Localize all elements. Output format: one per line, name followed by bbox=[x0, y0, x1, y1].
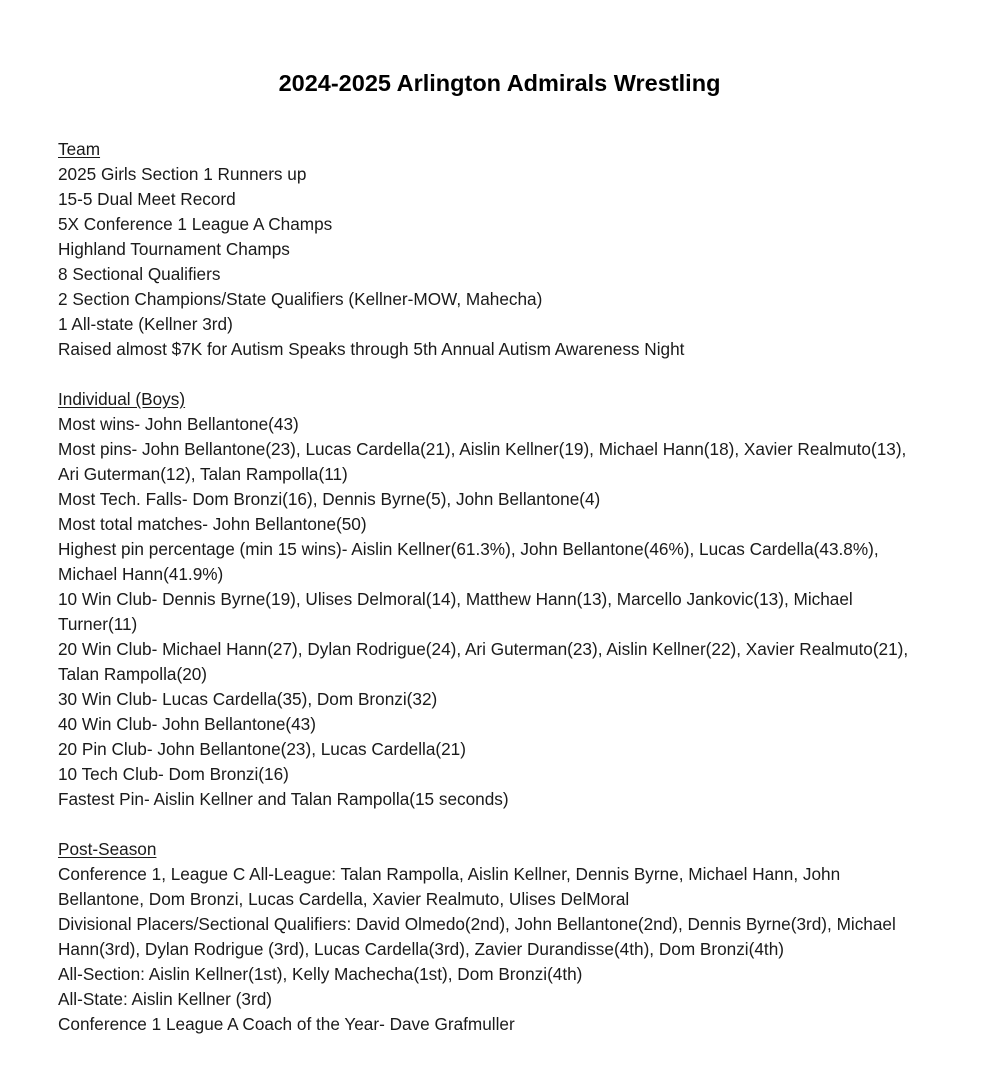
individual-line: 20 Pin Club- John Bellantone(23), Lucas Cardella(21) bbox=[58, 739, 466, 759]
post-season-section bbox=[58, 837, 928, 1037]
individual-line: Most Tech. Falls- Dom Bronzi(16), Dennis Byrne(5), John Bellantone(4) bbox=[58, 489, 601, 509]
team-line: 8 Sectional Qualifiers bbox=[58, 264, 221, 284]
individual-line: Most total matches- John Bellantone(50) bbox=[58, 514, 367, 534]
post-season-line: Conference 1 League A Coach of the Year- Dave Grafmuller bbox=[58, 1014, 515, 1034]
post-season-heading: Post-Season bbox=[58, 839, 157, 859]
team-line: 5X Conference 1 League A Champs bbox=[58, 214, 333, 234]
post-season-line: Divisional Placers/Sectional Qualifiers: David Olmedo(2nd), John Bellantone(2nd), Dennis Byrne(3rd), Michael Hann(3rd), Dylan Rodrigue (3rd), Lucas Cardella(3rd), Zavier Durandisse(4th), Dom Bronzi(4th) bbox=[58, 914, 896, 959]
post-season-line: All-State: Aislin Kellner (3rd) bbox=[58, 989, 272, 1009]
individual-line: Fastest Pin- Aislin Kellner and Talan Rampolla(15 seconds) bbox=[58, 789, 509, 809]
post-season-line: All-Section: Aislin Kellner(1st), Kelly Machecha(1st), Dom Bronzi(4th) bbox=[58, 964, 583, 984]
individual-line: 10 Win Club- Dennis Byrne(19), Ulises Delmoral(14), Matthew Hann(13), Marcello Jankovic(13), Michael Turner(11) bbox=[58, 589, 853, 634]
team-line: 2025 Girls Section 1 Runners up bbox=[58, 164, 307, 184]
team-line: Raised almost $7K for Autism Speaks through 5th Annual Autism Awareness Night bbox=[58, 339, 685, 359]
post-season-line: Conference 1, League C All-League: Talan Rampolla, Aislin Kellner, Dennis Byrne, Michael Hann, John Bellantone, Dom Bronzi, Lucas Cardella, Xavier Realmuto, Ulises DelMoral bbox=[58, 864, 841, 909]
individual-line: 20 Win Club- Michael Hann(27), Dylan Rodrigue(24), Ari Guterman(23), Aislin Kellner(22), Xavier Realmuto(21), Talan Rampolla(20) bbox=[58, 639, 909, 684]
team-line: 15-5 Dual Meet Record bbox=[58, 189, 236, 209]
team-heading: Team bbox=[58, 139, 101, 159]
individual-line: Highest pin percentage (min 15 wins)- Aislin Kellner(61.3%), John Bellantone(46%), Lucas Cardella(43.8%), Michael Hann(41.9%) bbox=[58, 539, 879, 584]
individual-line: 30 Win Club- Lucas Cardella(35), Dom Bronzi(32) bbox=[58, 689, 438, 709]
individual-section bbox=[58, 387, 928, 812]
team-section bbox=[58, 137, 928, 362]
team-line: 1 All-state (Kellner 3rd) bbox=[58, 314, 233, 334]
team-line: Highland Tournament Champs bbox=[58, 239, 290, 259]
individual-line: Most wins- John Bellantone(43) bbox=[58, 414, 299, 434]
document-title: 2024-2025 Arlington Admirals Wrestling bbox=[278, 70, 721, 96]
team-line: 2 Section Champions/State Qualifiers (Kellner-MOW, Mahecha) bbox=[58, 289, 543, 309]
individual-line: 40 Win Club- John Bellantone(43) bbox=[58, 714, 316, 734]
individual-line: Most pins- John Bellantone(23), Lucas Cardella(21), Aislin Kellner(19), Michael Hann(18), Xavier Realmuto(13), Ari Guterman(12), Talan Rampolla(11) bbox=[58, 439, 907, 484]
individual-line: 10 Tech Club- Dom Bronzi(16) bbox=[58, 764, 289, 784]
individual-heading: Individual (Boys) bbox=[58, 389, 186, 409]
document-body bbox=[58, 137, 928, 1037]
